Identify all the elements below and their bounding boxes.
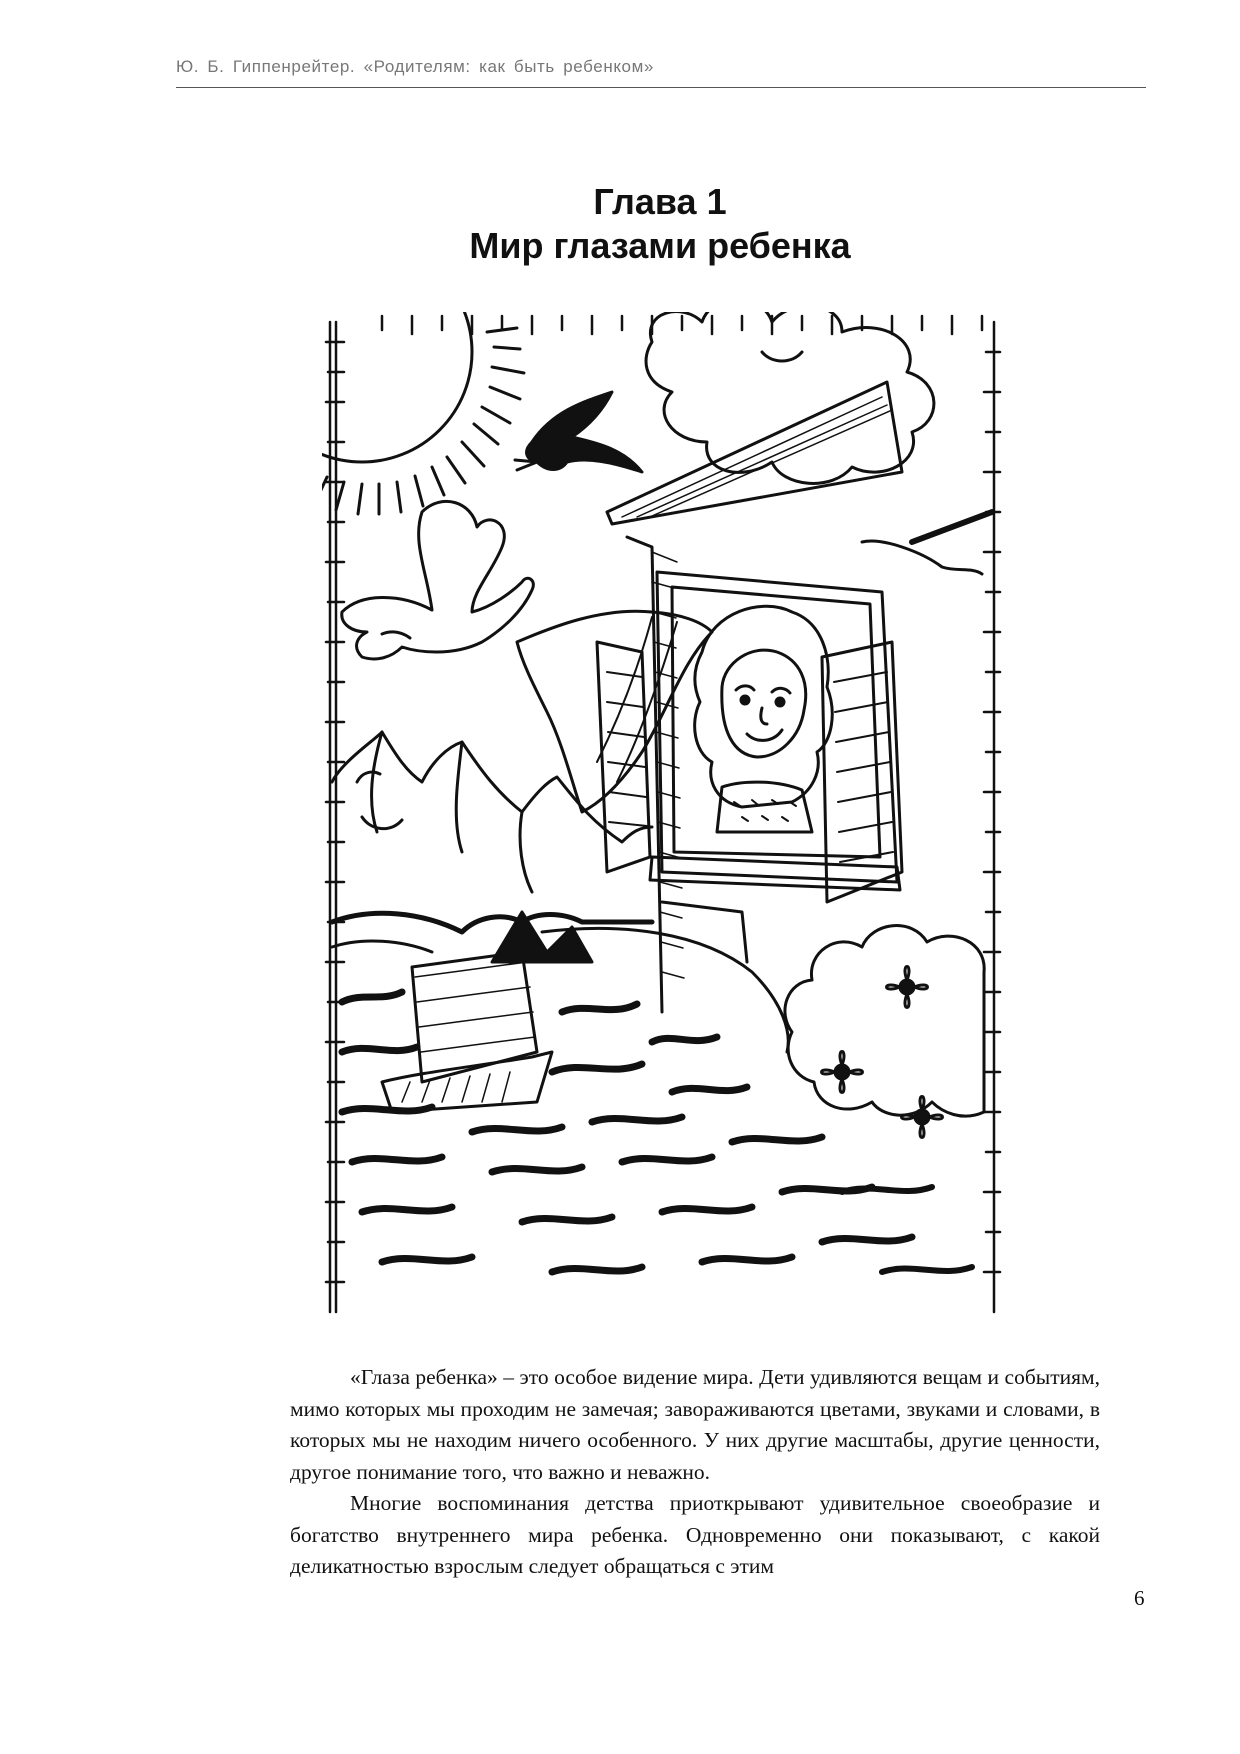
paragraph-2: Многие воспоминания детства приоткрывают удивительное своеобразие и богатство внутреннего мира ребенка. Одновременно они показывают, с какой деликатностью взрослым следует обращаться с этим xyxy=(290,1491,1100,1578)
sea-waves xyxy=(342,992,912,1272)
sailboat xyxy=(382,952,552,1112)
running-head: Ю. Б. Гиппенрейтер. «Родителям: как быть ребенком» xyxy=(176,57,654,76)
chapter-title: Мир глазами ребенка xyxy=(469,225,851,266)
chapter-illustration xyxy=(322,312,1002,1320)
paragraph-1: «Глаза ребенка» – это особое видение мира. Дети удивляются вещам и событиям, мимо которых мы проходим не замечая; завораживаются цветами, звуками и словами, в которых мы не находим ничего особенного. У них другие масштабы, другие ценности, другое понимание того, что важно и неважно. xyxy=(290,1365,1100,1484)
girl xyxy=(695,606,833,832)
chapter-number: Глава 1 xyxy=(593,181,727,222)
page-number: 6 xyxy=(1134,1586,1145,1610)
curtain xyxy=(517,611,712,812)
flower-2 xyxy=(822,1052,863,1093)
flower-bush xyxy=(785,926,984,1138)
dove xyxy=(342,501,534,659)
left-shutter xyxy=(597,642,650,872)
flower-1 xyxy=(887,967,928,1008)
body-text xyxy=(290,1362,1100,1583)
header-rule xyxy=(176,87,1146,88)
sun xyxy=(322,312,524,514)
bottom-waves xyxy=(842,1187,972,1272)
flower-3 xyxy=(902,1097,943,1138)
swallow xyxy=(515,392,642,472)
hills xyxy=(332,913,652,952)
house-wall xyxy=(627,537,684,1012)
